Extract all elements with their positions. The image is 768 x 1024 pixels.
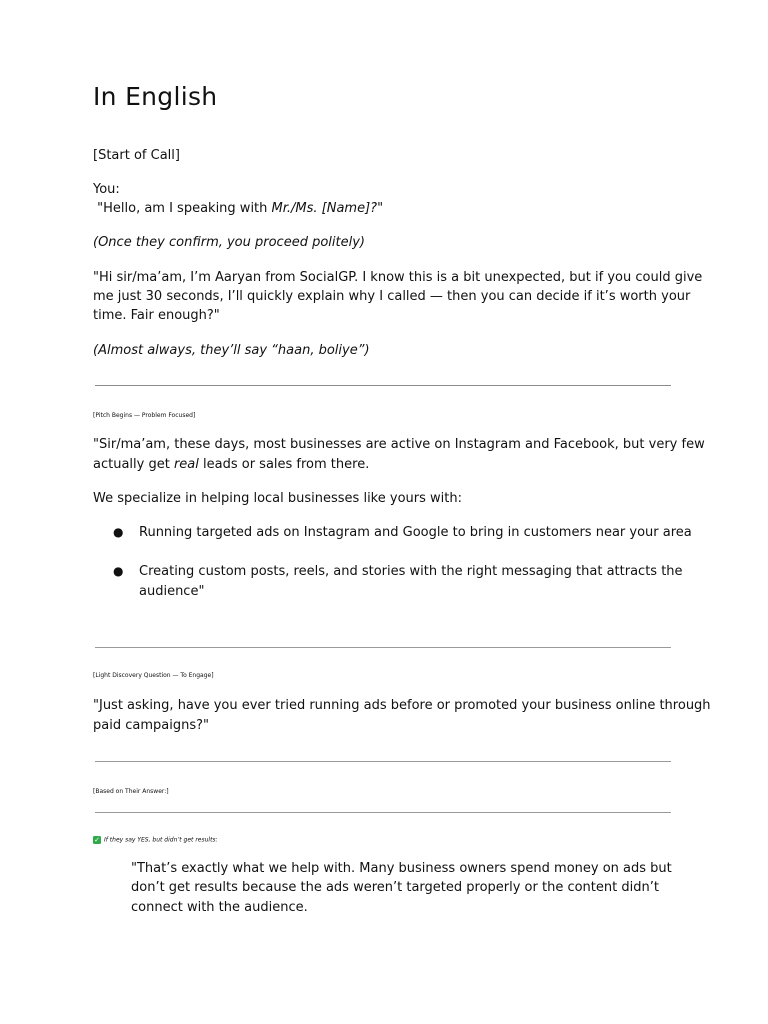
intro-line: "Hi sir/ma’am, I’m Aaryan from SocialGP. I know this is a bit unexpected, but if you could give <box>93 270 703 285</box>
pitch-line: "Sir/ma’am, these days, most businesses are active on Instagram and Facebook, but very few <box>93 437 705 452</box>
page-title: In English <box>93 82 218 111</box>
check-icon: ✓ <box>94 836 100 844</box>
you-label: You: <box>93 182 120 197</box>
discovery-line: paid campaigns?" <box>93 718 209 733</box>
confirm-note: (Once they confirm, you proceed politely) <box>93 235 365 250</box>
pitch-heading: [Pitch Begins — Problem Focused] <box>93 412 196 419</box>
discovery-line: "Just asking, have you ever tried running ads before or promoted your business online through <box>93 698 711 713</box>
start-of-call: [Start of Call] <box>93 148 180 163</box>
list-item-line: Creating custom posts, reels, and stories with the right messaging that attracts the <box>139 564 683 579</box>
pitch-line <box>93 455 671 475</box>
bullet-icon: ● <box>113 564 124 578</box>
almost-note: (Almost always, they’ll say “haan, boliye”) <box>93 343 370 358</box>
discovery-heading: [Light Discovery Question — To Engage] <box>93 672 214 679</box>
yes-line: connect with the audience. <box>131 900 308 915</box>
intro-line: time. Fair enough?" <box>93 308 220 323</box>
divider <box>95 812 671 813</box>
divider <box>95 647 671 648</box>
yes-line: "That’s exactly what we help with. Many business owners spend money on ads but <box>131 861 672 876</box>
intro-line: me just 30 seconds, I’ll quickly explain why I called — then you can decide if it’s worth your <box>93 289 691 304</box>
pitch-line2-suffix: leads or sales from there. <box>198 457 370 472</box>
greeting-name-placeholder: Mr./Ms. [Name]? <box>271 201 378 216</box>
answer-heading: [Based on Their Answer:] <box>93 788 169 795</box>
yes-heading: If they say YES, but didn’t get results: <box>104 836 218 844</box>
pitch-line2-italic: real <box>173 457 199 472</box>
greeting-line <box>93 199 671 219</box>
divider <box>95 385 671 386</box>
pitch-line2-prefix: actually get <box>93 457 174 472</box>
bullet-icon: ● <box>113 525 124 539</box>
greeting-suffix: " <box>377 201 384 216</box>
yes-line: don’t get results because the ads weren’t targeted properly or the content didn’t <box>131 880 659 895</box>
list-item-line: audience" <box>139 583 205 599</box>
greeting-prefix: "Hello, am I speaking with <box>93 201 272 216</box>
yes-heading-row <box>93 836 218 845</box>
list-item-text <box>139 562 683 601</box>
specialize-line: We specialize in helping local businesses like yours with: <box>93 491 462 506</box>
list-item-text: Running targeted ads on Instagram and Google to bring in customers near your area <box>139 525 692 540</box>
divider <box>95 761 671 762</box>
